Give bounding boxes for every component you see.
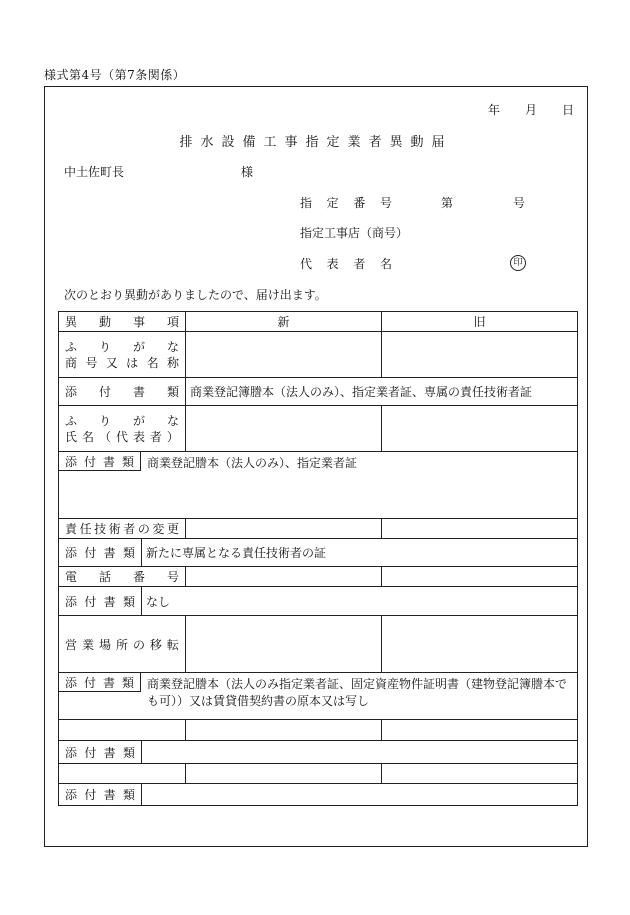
attachment-label: 添 付 書 類 <box>58 451 141 471</box>
attach-name-row <box>59 452 578 519</box>
attach-blank-cell-1 <box>59 741 578 764</box>
date-day: 日 <box>562 103 575 117</box>
form-frame <box>44 86 588 847</box>
attach-blank-row-1 <box>59 741 578 764</box>
attachment-label: 添 付 書 類 <box>59 587 142 615</box>
name-old[interactable] <box>382 406 578 452</box>
attach-name-text: 商業登記謄本（法人のみ）、指定業者証 <box>147 456 358 470</box>
tech-change-row <box>59 519 578 539</box>
tech-change-old[interactable] <box>382 519 578 539</box>
trade-name-new[interactable] <box>186 332 382 378</box>
attach-phone-row <box>59 587 578 616</box>
phone-row <box>59 567 578 587</box>
attach-office-cell <box>59 673 578 720</box>
header-new: 新 <box>186 312 382 332</box>
attach-name-cell <box>59 452 578 519</box>
attach-blank-row-2 <box>59 784 578 806</box>
trade-name-row <box>59 332 578 378</box>
attach-office-row <box>59 673 578 720</box>
office-move-label: 営 業 場 所 の 移 転 <box>59 616 186 673</box>
header-item: 異 動 事 項 <box>59 312 186 332</box>
attach-trade-name-text: 商業登記簿謄本（法人のみ）、指定業者証、専属の責任技術者証 <box>186 378 578 406</box>
phone-label: 電 話 番 号 <box>59 567 186 587</box>
attachment-label: 添 付 書 類 <box>59 741 142 763</box>
table-header-row <box>59 312 578 332</box>
addressee <box>64 163 124 180</box>
attach-blank-text[interactable] <box>142 784 577 805</box>
date-year: 年 <box>488 103 501 117</box>
phone-new[interactable] <box>186 567 382 587</box>
attach-trade-name-row <box>59 378 578 406</box>
attach-tech-row <box>59 539 578 567</box>
form-id: 様式第4号（第7条関係） <box>44 68 186 82</box>
attachment-label: 添 付 書 類 <box>58 672 141 692</box>
designation-label: 指 定 番 号 <box>300 196 392 210</box>
blank-cell[interactable] <box>59 720 186 741</box>
header-old: 旧 <box>382 312 578 332</box>
name-row <box>59 406 578 452</box>
blank-row-2 <box>59 764 578 784</box>
contractor-label: 指定工事店（商号） <box>300 226 409 240</box>
attach-blank-cell-2 <box>59 784 578 806</box>
form-title: 排水設備工事指定業者異動届 <box>179 135 453 150</box>
date-line <box>485 101 575 115</box>
attachment-label: 添 付 書 類 <box>59 539 142 566</box>
attach-tech-cell <box>59 539 578 567</box>
tech-change-label: 責 任 技 術 者 の 変 更 <box>59 519 186 539</box>
name-label: ふ り が な 氏 名 （ 代 表 者 ） <box>59 406 186 452</box>
addressee-name: 中土佐町長 <box>64 165 125 179</box>
blank-cell[interactable] <box>59 764 186 784</box>
blank-row-1 <box>59 720 578 741</box>
office-move-new[interactable] <box>186 616 382 673</box>
blank-cell[interactable] <box>382 764 578 784</box>
attach-tech-text: 新たに専属となる責任技術者の証 <box>146 546 327 560</box>
representative-label: 代 表 者 名 <box>300 257 392 271</box>
trade-name-label: ふ り が な 商 号 又 は 名 称 <box>59 332 186 378</box>
attach-phone-cell <box>59 587 578 616</box>
blank-cell[interactable] <box>186 720 382 741</box>
attach-phone-text: なし <box>146 594 171 609</box>
blank-cell[interactable] <box>382 720 578 741</box>
tech-change-new[interactable] <box>186 519 382 539</box>
designation-label-1: 指 <box>300 196 313 210</box>
designation-prefix: 第 <box>441 196 454 210</box>
attach-blank-text[interactable] <box>142 741 577 763</box>
seal-mark: 印 <box>510 255 526 271</box>
attachment-label: 添 付 書 類 <box>59 784 142 805</box>
name-new[interactable] <box>186 406 382 452</box>
attach-office-text: 商業登記謄本（法人のみ指定業者証、固定資産物件証明書（建物登記簿謄本でも可））又は賃貸借契約書の原本又は写し <box>147 677 568 708</box>
change-table <box>58 311 578 806</box>
blank-cell[interactable] <box>186 764 382 784</box>
office-move-old[interactable] <box>382 616 578 673</box>
attachment-label: 添 付 書 類 <box>59 378 186 406</box>
intro-text: 次のとおり異動がありましたので、届け出ます。 <box>64 288 327 302</box>
date-month: 月 <box>525 103 538 117</box>
designation-suffix: 号 <box>513 196 526 210</box>
addressee-honorific: 様 <box>241 165 254 179</box>
phone-old[interactable] <box>382 567 578 587</box>
office-move-row <box>59 616 578 673</box>
trade-name-old[interactable] <box>382 332 578 378</box>
